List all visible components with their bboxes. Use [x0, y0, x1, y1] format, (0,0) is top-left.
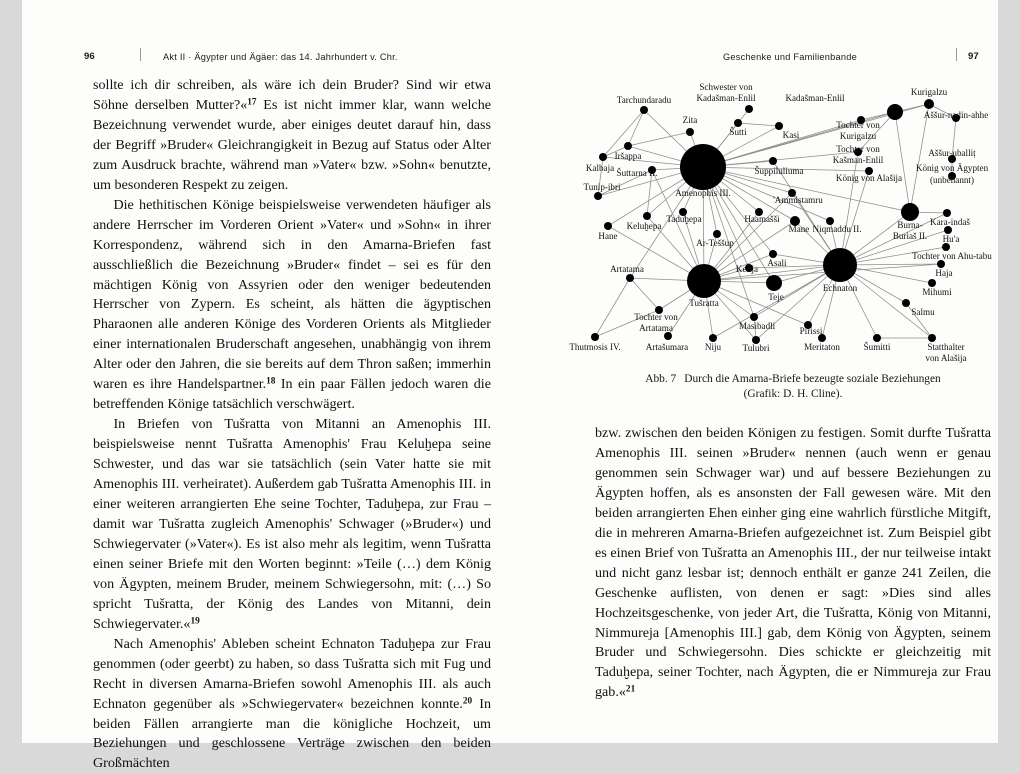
book-spread [22, 0, 998, 772]
figure-caption-line2: (Grafik: D. H. Cline). [743, 387, 843, 400]
graph-edge [628, 132, 690, 146]
graph-node[interactable] [769, 157, 777, 165]
graph-node-label: Haamašši [744, 214, 780, 224]
page-spine [510, 0, 511, 743]
graph-node[interactable] [887, 104, 903, 120]
graph-edge [630, 278, 659, 310]
graph-node-label: Šumitti [863, 342, 891, 352]
network-graph-svg [551, 72, 998, 368]
graph-node-label: Mane [788, 224, 810, 234]
graph-node-label: Amenophis III. [675, 188, 731, 198]
graph-node-label: Tušratta [689, 298, 719, 308]
graph-node-label: Artašumara [645, 342, 689, 352]
graph-node-label: Niju [704, 342, 722, 352]
graph-edge [603, 110, 644, 157]
graph-node-label: Echnaton [822, 283, 858, 293]
graph-edge [738, 123, 779, 126]
graph-node-label: Haja [935, 268, 953, 278]
graph-node[interactable] [750, 313, 758, 321]
graph-node-label: Kurigalzu [910, 87, 948, 97]
figure-network-diagram [551, 72, 998, 368]
paragraph: sollte ich dir schreiben, als wäre ich dein Bruder? Sind wir etwa Söhne derselben Mutter?«$^{17}$ Es ist nicht immer klar, wann welche Bezeichnung verwendet wurde, aber einiges deutet darauf hin, dass der Begriff »Bruder« Gleichrangigkeit in Bezug auf Status oder Alter zum Ausdruck brachte, während man »Vater« bzw. »Sohn« benutzte, um besonderen Respekt zu zeigen. [93, 77, 491, 193]
paragraph: bzw. zwischen den beiden Königen zu festigen. Somit durfte Tušratta Amenophis III. seinen »Bruder« nennen (auch wenn er genau genommen sein Schwager war) und auf bessere Beziehungen zu Ägypten hoffen, als es ansonsten der Fall gewesen wäre. Mit den beiden arrangierten Ehen einher ging eine wahrlich fürstliche Mitgift, die in mehreren Amarna-Briefen aufgezeichnet ist. Zum Beispiel gibt es einen Brief von Tušratta an Amenophis III., der nur teilweise intakt und nicht ganz lesbar ist; dennoch enthält er ganze 241 Zeilen, die Geschenke auflisten, von denen er sagt: »Dies sind alles Hochzeitsgeschenke, von jeder Art, die Tušratta, König von Mitanni, Nimmureja [Amenophis III.] gab, dem König von Ägypten, seinem Bruder und Schwiegersohn. Dies schickte er gleichzeitig mit Taduḫepa, seiner Tochter, nach Ägypten, die er Nimmureja zur Frau gab.«$^{21}$ [595, 425, 991, 701]
graph-node-label: Kurigalzu [839, 131, 877, 141]
running-head-right: Geschenke und Familienbande [723, 52, 857, 62]
graph-node[interactable] [734, 119, 742, 127]
graph-node-label: Mihumi [922, 287, 952, 297]
graph-node-label: Artatama [610, 264, 644, 274]
graph-node-label: König von Ägypten [915, 163, 989, 173]
graph-node[interactable] [626, 274, 634, 282]
graph-node-label: Asali [767, 258, 787, 268]
graph-node[interactable] [594, 192, 602, 200]
paragraph: Nach Amenophis' Ableben scheint Echnaton Taduḫepa zur Frau genommen (oder geerbt) zu haben, so dass Tušratta sich mit Fug und Recht in diversen Amarna-Briefen sowohl Amenophis III. als auch Echnaton gegenüber als »Schwiegervater« bezeichnen konnte.$^{20}$ In beiden Fällen arrangierte man die königliche Hochzeit, um Beziehungen und geschlossene Verträge zwischen den beiden Großmächten [93, 635, 492, 772]
graph-node-label: (unbenannt) [930, 175, 974, 185]
graph-node-label: Hu'a [942, 234, 960, 244]
graph-node-label: Ar-Teššup [696, 238, 734, 248]
graph-node[interactable] [713, 230, 721, 238]
graph-node-label: Buriaš II. [892, 231, 928, 241]
graph-node-label: Tarchundaradu [616, 95, 672, 105]
graph-node-label: Statthalter [927, 342, 965, 352]
graph-node-label: Tulubri [742, 343, 770, 353]
graph-node[interactable] [823, 248, 857, 282]
graph-edge [840, 152, 858, 265]
graph-edge [895, 112, 910, 212]
body-text-left [93, 76, 491, 774]
folio-left: 96 [84, 51, 95, 62]
footnote-marker: 19 [190, 616, 200, 627]
footnote-marker: 18 [266, 376, 276, 387]
paragraph: Die hethitischen Könige beispielsweise verwendeten häufiger als andere Herrscher im Vorderen Orient »Vater« und »Sohn« in ihrer Korrespondenz, während sich in den Amarna-Briefen fast ausschließlich die Bezeichnung »Bruder« findet – sei es für den mächtigen König von Assyrien oder den weniger bedeutenden Herrscher von Zypern. Es scheint, als hätten die ägyptischen Pharaonen alle anderen Könige des Vorderen Orients als Mitglieder einer internationalen Bruderschaft angesehen, unabhängig von ihrem Alter oder den Jahren, die sie bereits auf dem Thron saßen; immerhin waren es ihre Handelspartner.$^{18}$ In ein paar Fällen jedoch waren die betreffenden Könige tatsächlich verschwägert. [93, 196, 491, 413]
graph-node-label: 'Ammistamru [773, 195, 823, 205]
graph-node[interactable] [924, 99, 934, 109]
graph-edge [910, 104, 929, 212]
graph-node[interactable] [943, 209, 951, 217]
graph-node[interactable] [769, 250, 777, 258]
graph-node-label: Kašman-Enlil [832, 155, 884, 165]
graph-node-label: Niqmaddu II. [812, 224, 862, 234]
body-text-right [595, 424, 991, 703]
graph-node-label: Kadašman-Enlil [696, 93, 756, 103]
graph-node[interactable] [709, 334, 717, 342]
graph-node[interactable] [599, 153, 607, 161]
graph-node-label: Kelija [735, 264, 759, 274]
graph-node-label: von Alašija [925, 353, 967, 363]
graph-node[interactable] [680, 144, 726, 190]
graph-node-label: Aššur-uballiṭ [928, 148, 976, 158]
graph-node-label: Kadašman-Enlil [785, 93, 845, 103]
folio-rule-right [956, 48, 957, 61]
graph-node-label: Kalbaja [585, 163, 615, 173]
graph-node-label: Pirissi [799, 326, 823, 336]
folio-right: 97 [968, 51, 979, 62]
graph-node[interactable] [942, 243, 950, 251]
graph-node-label: Tunip-ibri [583, 182, 621, 192]
graph-node-label: Keluḫepa [626, 221, 662, 231]
graph-node[interactable] [604, 222, 612, 230]
graph-node-label: Thutmosis IV. [569, 342, 621, 352]
graph-edge [840, 265, 932, 338]
footnote-marker: 20 [462, 695, 473, 706]
graph-node[interactable] [687, 264, 721, 298]
folio-rule-left [140, 48, 141, 61]
graph-node-label: Kasi [782, 130, 800, 140]
graph-node-label: Tochter von [836, 144, 880, 154]
graph-node[interactable] [928, 279, 936, 287]
graph-node-label: Burna- [897, 220, 923, 230]
graph-node-label: Kara-indaš [930, 217, 970, 227]
graph-edge [628, 110, 644, 146]
figure-caption-number: Abb. 7 [645, 373, 677, 385]
graph-node-label: Iršappa [614, 151, 642, 161]
graph-node-label: Šutti [729, 127, 747, 137]
footnote-marker: 21 [625, 684, 636, 695]
graph-node[interactable] [640, 106, 648, 114]
graph-node[interactable] [775, 122, 783, 130]
graph-node[interactable] [901, 203, 919, 221]
graph-node[interactable] [902, 299, 910, 307]
graph-node[interactable] [591, 333, 599, 341]
graph-node-label: Šuttarna II. [616, 168, 658, 178]
graph-node[interactable] [664, 332, 672, 340]
graph-node-label: Teje [768, 292, 784, 302]
running-head-left: Akt II · Ägypter und Ägäer: das 14. Jahrhundert v. Chr. [163, 52, 398, 62]
graph-node-label: Hane [598, 231, 618, 241]
graph-node-label: Schwester von [699, 82, 753, 92]
graph-node-label: König von Alašija [835, 173, 903, 183]
figure-caption-line1: Durch die Amarna-Briefe bezeugte soziale Beziehungen [684, 373, 941, 385]
graph-node[interactable] [937, 260, 945, 268]
graph-node-label: Masibadli [738, 321, 776, 331]
graph-node-label: Tochter von Ahu-tabu [912, 251, 992, 261]
graph-node-label: Šuppiluliuma [754, 166, 804, 176]
graph-node[interactable] [745, 105, 753, 113]
graph-edge [595, 278, 630, 337]
graph-node[interactable] [766, 275, 782, 291]
figure-caption [595, 372, 991, 401]
graph-node[interactable] [643, 212, 651, 220]
paragraph: In Briefen von Tušratta von Mitanni an Amenophis III. beispielsweise nennt Tušratta Amenophis' Frau Keluḫepa seine Schwester, und das war sie tatsächlich (sein Vater hatte sie mit Amenophis III. verheiratet). Außerdem gab Tušratta Amenophis III. in einer weiteren arrangierten Ehe seine Tochter, Taduḫepa, zur Frau – damit war Tušratta zugleich Amenophis' Schwager (»Bruder«) und Schwiegervater (»Vater«). Es ist also mehr als legitim, wenn Tušratta einen seiner Briefe mit den Worten beginnt: »Teile (…) dem König von Ägypten, meinem Bruder, meinem Schwiegersohn, mit: (…) So spricht Tušratta, der König des Landes von Mitanni, dein Schwiegervater.«$^{19}$ [93, 416, 491, 632]
graph-node[interactable] [873, 334, 881, 342]
graph-node-label: Aššur-nadin-ahhe [923, 110, 989, 120]
graph-node-label: Zita [682, 115, 698, 125]
graph-node-label: Tochter von [836, 120, 880, 130]
graph-node[interactable] [686, 128, 694, 136]
graph-node[interactable] [944, 226, 952, 234]
graph-node-label: Taduḫepa [666, 214, 702, 224]
graph-node-label: Meritaton [804, 342, 840, 352]
graph-node-label: Tochter von [634, 312, 678, 322]
graph-edge [773, 161, 840, 265]
graph-node[interactable] [624, 142, 632, 150]
footnote-marker: 17 [247, 97, 257, 108]
graph-node-label: Artatama [639, 323, 673, 333]
graph-node[interactable] [928, 334, 936, 342]
graph-node-label: Salmu [911, 307, 935, 317]
